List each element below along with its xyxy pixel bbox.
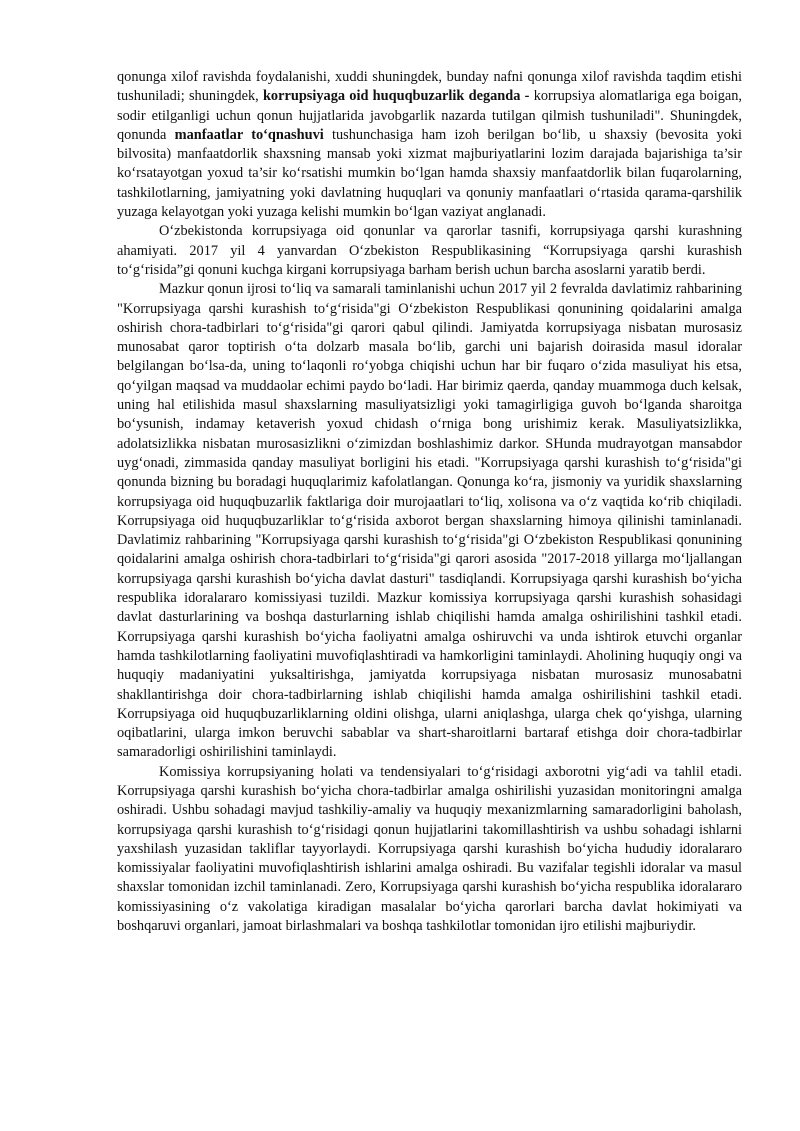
paragraph-2 bbox=[117, 222, 742, 280]
paragraph-1-text-1: qonunga xilof ravishda foydalanishi, xuddi shuningdek, bunday nafni qonunga xilof ravishda taqdim etishi tushuniladi; shuningdek, bbox=[117, 69, 742, 105]
paragraph-2-text: O‘zbekistonda korrupsiyaga oid qonunlar va qarorlar tasnifi, korrupsiyaga qarshi kurashning ahamiyati. 2017 yil 4 yanvardan O‘zbekiston Respublikasining “Korrupsiyaga qarshi kurashish to‘g‘risida”gi qonuni kuchga kirgani korrupsiyaga barham berish uchun barcha asoslarni yaratib berdi. bbox=[117, 223, 742, 278]
paragraph-4 bbox=[117, 763, 742, 937]
paragraph-1-text-2: korrupsiya alomatlariga ega boigan, sodir etilganligi uchun qonun hujjatlarida javobgarlik nazarda tutilgan qilmish tushuniladi". Shuningdek, qonunda bbox=[117, 88, 742, 143]
paragraph-1-bold-term-corruption-offense: korrupsiyaga oid huquqbuzarlik deganda - bbox=[262, 88, 530, 105]
document-page bbox=[117, 68, 742, 936]
paragraph-4-text: Komissiya korrupsiyaning holati va tendensiyalari to‘g‘risidagi axborotni yig‘adi va tahlil etadi. Korrupsiyaga qarshi kurashish bo‘yicha chora-tadbirlar amalga oshirilishi yuzasidan monitoringni amalga oshiradi. Ushbu sohadagi mavjud tashkiliy-amaliy va huquqiy mexanizmlarning samaradorligini baholash, korrupsiyaga qarshi kurashish to‘g‘risidagi qonun hujjatlarini takomillashtirish va ushbu sohadagi ishlarni yaxshilash yuzasidan takliflar tayyorlaydi. Korrupsiyaga qarshi kurashish bo‘yicha hududiy idoralararo komissiyalar faoliyatini muvofiqlashtirish ishlarini amalga oshiradi. Bu vazifalar tegishli idoralar va masul shaxslar tomonidan izchil taminlanadi. Zero, Korrupsiyaga qarshi kurashish bo‘yicha respublika idoralararo komissiyasining o‘z vakolatiga kiradigan masalalar bo‘yicha qarorlari barcha davlat hokimiyati va boshqaruvi organlari, jamoat birlashmalari va boshqa tashkilotlar tomonidan ijro etilishi majburiydir. bbox=[117, 763, 742, 935]
paragraph-3-text: Mazkur qonun ijrosi to‘liq va samarali taminlanishi uchun 2017 yil 2 fevralda davlatimiz rahbarining "Korrupsiyaga qarshi kurashish to‘g‘risida"gi O‘zbekiston Respublikasi qonunining qoidalarini amalga oshirish chora-tadbirlari to‘g‘risida"gi qarori qabul qilindi. Jamiyatda korrupsiyaga nisbatan murosasiz munosabat qaror toptirish o‘ta dolzarb masala bo‘lib, garchi uni bajarish doirasida masul idoralar belgilangan bo‘lsa-da, uning to‘laqonli ro‘yobga chiqishi uchun har bir fuqaro o‘zida masuliyat his etsa, qo‘yilgan maqsad va muddaolar echimi paydo bo‘ladi. Har birimiz qaerda, qanday muammoga duch kelsak, uning hal etilishida masul shaxslarning masuliyatsizligi yoki tamagirligiga guvoh bo‘lganda sharoitga bo‘ysunish, indamay ketaverish yoxud chidash o‘rniga bong urishimiz kerak. Masuliyatsizlikka, adolatsizlikka nisbatan murosasizlikni o‘zimizdan boshlashimiz darkor. SHunda mudrayotgan mansabdor uyg‘onadi, zimmasida qanday masuliyat borligini his etadi. "Korrupsiyaga qarshi kurashish to‘g‘risida"gi qonunda bizning bu boradagi huquqlarimiz kafolatlangan. Qonunga ko‘ra, jismoniy va yuridik shaxslarning korrupsiyaga oid huquqbuzarlik faktlariga doir murojaatlari to‘liq, xolisona va o‘z vaqtida ko‘rib chiqiladi. Korrupsiyaga oid huquqbuzarliklar to‘g‘risida axborot bergan shaxslarning himoya qilinishi taminlanadi. Davlatimiz rahbarining "Korrupsiyaga qarshi kurashish to‘g‘risida"gi O‘zbekiston Respublikasi qonunining qoidalarini amalga oshirish chora-tadbirlari to‘g‘risida"gi qarori asosida "2017-2018 yillarga mo‘ljallangan korrupsiyaga qarshi kurashish bo‘yicha davlat dasturi" tasdiqlandi. Korrupsiyaga qarshi kurashish bo‘yicha respublika idoralararo komissiyasi tuzildi. Mazkur komissiya korrupsiyaga qarshi kurashish sohasidagi davlat dasturlarining va boshqa dasturlarning ishlab chiqilishi hamda amalga oshirilishini tashkil etadi. Korrupsiyaga qarshi kurashish bo‘yicha faoliyatni amalga oshiruvchi va unda ishtirok etuvchi organlar hamda tashkilotlarning faoliyatini muvofiqlashtiradi va hamkorligini taminlaydi. Aholining huquqiy ongi va huquqiy madaniyatini yuksaltirishga, jamiyatda korrupsiyaga nisbatan murosasiz munosabatni shakllantirishga doir chora-tadbirlarning ishlab chiqilishi hamda amalga oshirilishini tashkil etadi. Korrupsiyaga oid huquqbuzarliklarning oldini olishga, ularni aniqlashga, ularga chek qo‘yishga, ularning oqibatlarini, ularga imkon beruvchi sabablar va shart-sharoitlarni bartaraf etishga doir chora-tadbirlar samaradorligi oshirilishini taminlaydi. bbox=[117, 281, 742, 761]
paragraph-1 bbox=[117, 68, 742, 222]
paragraph-3 bbox=[117, 280, 742, 762]
paragraph-1-text-3: tushunchasiga ham izoh berilgan bo‘lib, u shaxsiy (bevosita yoki bilvosita) manfaatdorlik shaxsning mansab yoki xizmat majburiyatlarini lozim darajada bajarishiga ta’sir ko‘rsatayotgan yoxud ta’sir ko‘rsatishi mumkin bo‘lgan hamda shaxsiy manfaatdorlik bilan fuqarolarning, tashkilotlarning, jamiyatning yoki davlatning huquqlari va qonuniy manfaatlari o‘rtasida qarama-qarshilik yuzaga kelayotgan yoki yuzaga kelishi mumkin bo‘lgan vaziyat anglanadi. bbox=[117, 126, 742, 221]
paragraph-1-bold-term-conflict-of-interest: manfaatlar to‘qnashuvi bbox=[174, 126, 324, 143]
